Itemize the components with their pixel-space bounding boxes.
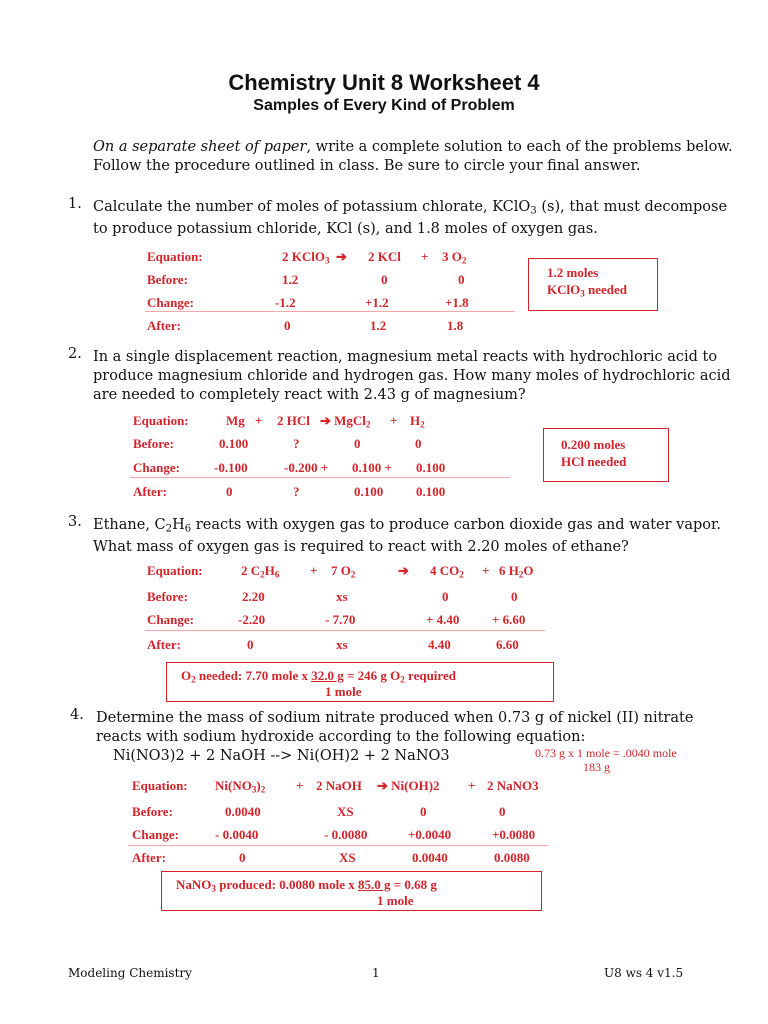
problem-4-equation: Ni(NO3)2 + 2 NaOH --> Ni(OH)2 + 2 NaNO3 xyxy=(113,748,450,764)
table-cell: 0 xyxy=(511,589,518,604)
table-label: After: xyxy=(133,484,167,499)
table-cell: 1.2 xyxy=(282,272,299,287)
table-cell: 0 xyxy=(226,484,233,499)
table-cell: - 0.0040 xyxy=(215,827,259,842)
page-number: 1 xyxy=(372,966,380,980)
problem-1-line-1: Calculate the number of moles of potassium chlorate, KClO$_3$ (s), that must decompose xyxy=(93,199,728,217)
table-cell: 0 xyxy=(381,272,388,287)
problem-3-line-2: What mass of oxygen gas is required to react with 2.20 moles of ethane? xyxy=(93,539,629,555)
page-subtitle: Samples of Every Kind of Problem xyxy=(253,97,515,114)
table-divider xyxy=(130,477,510,478)
equation-term: ➔ MgCl$_2$ xyxy=(320,413,371,430)
table-cell: -0.200 + xyxy=(284,460,329,475)
table-label: Equation: xyxy=(133,413,189,428)
equation-term: 3 $O_2$ xyxy=(442,249,467,266)
table-cell: 0.100 xyxy=(416,484,446,499)
equation-term: 2 KClO$_3$ xyxy=(282,249,330,266)
table-cell: - 7.70 xyxy=(325,612,356,627)
equation-plus: + xyxy=(482,563,490,578)
equation-plus: + xyxy=(296,778,304,793)
problem-4-answer-box xyxy=(161,871,542,911)
problem-4-side-note: 183 g xyxy=(583,760,610,774)
table-cell: 6.60 xyxy=(496,637,519,652)
equation-term: $Ni(NO_3)_2$ xyxy=(215,778,266,795)
table-cell: 2.20 xyxy=(242,589,265,604)
table-cell: +0.0040 xyxy=(408,827,452,842)
equation-term: 4 $CO_2$ xyxy=(430,563,464,580)
table-cell: -0.100 xyxy=(214,460,248,475)
table-cell: + 6.60 xyxy=(492,612,526,627)
problem-2-line-2: produce magnesium chloride and hydrogen gas. How many moles of hydrochloric acid xyxy=(93,368,731,384)
problem-2-number: 2. xyxy=(68,346,82,362)
table-label: Equation: xyxy=(132,778,188,793)
table-cell: 0 xyxy=(247,637,254,652)
equation-term: 2 KCl xyxy=(368,249,401,264)
table-cell: 0.100 xyxy=(354,484,384,499)
arrow-icon: ➔ xyxy=(398,563,409,578)
table-label: Before: xyxy=(133,436,174,451)
answer-text: KClO$_3$ needed xyxy=(547,282,628,299)
answer-text: $O_2$ needed: 7.70 mole x 32.0 g = 246 g $O_2$ required xyxy=(181,668,456,685)
equation-plus: + xyxy=(421,249,429,264)
equation-term: 2 NaOH xyxy=(316,778,362,793)
table-cell: + 4.40 xyxy=(426,612,460,627)
equation-term: $H_2$ xyxy=(410,413,425,430)
table-cell: 0.100 + xyxy=(352,460,392,475)
table-label: Change: xyxy=(133,460,180,475)
equation-term: 2 $C_2H_6$ xyxy=(241,563,280,580)
intro-line-2: Follow the procedure outlined in class. Be sure to circle your final answer. xyxy=(93,158,641,174)
table-label: Change: xyxy=(132,827,179,842)
problem-2-line-3: are needed to completely react with 2.43 g of magnesium? xyxy=(93,387,526,403)
table-cell: -2.20 xyxy=(238,612,266,627)
problem-4-line-2: reacts with sodium hydroxide according to the following equation: xyxy=(96,729,586,745)
table-cell: xs xyxy=(336,637,348,652)
table-cell: 0 xyxy=(239,850,246,865)
table-label: Before: xyxy=(132,804,173,819)
answer-text: 1 mole xyxy=(377,893,414,908)
table-cell: 0.0040 xyxy=(225,804,261,819)
table-cell: 0.0080 xyxy=(494,850,530,865)
intro-line-1: On a separate sheet of paper, write a complete solution to each of the problems below. xyxy=(93,139,733,155)
table-cell: +1.2 xyxy=(365,295,389,310)
equation-term: 6 $H_2O$ xyxy=(499,563,534,580)
problem-3-line-1: Ethane, $C_2H_6$ reacts with oxygen gas to produce carbon dioxide gas and water vapor. xyxy=(93,517,721,535)
footer-left: Modeling Chemistry xyxy=(68,966,192,980)
table-divider xyxy=(128,845,548,846)
equation-plus: + xyxy=(310,563,318,578)
table-label: Before: xyxy=(147,272,188,287)
table-label: After: xyxy=(147,637,181,652)
problem-2-answer-box xyxy=(543,428,669,482)
equation-plus: + xyxy=(390,413,398,428)
problem-3-answer-box xyxy=(166,662,554,702)
table-cell: 0.100 xyxy=(416,460,446,475)
table-label: Before: xyxy=(147,589,188,604)
table-cell: 0 xyxy=(284,318,291,333)
problem-2-line-1: In a single displacement reaction, magnesium metal reacts with hydrochloric acid to xyxy=(93,349,718,365)
equation-term: 2 NaNO3 xyxy=(487,778,539,793)
table-cell: 1.8 xyxy=(447,318,464,333)
table-cell: XS xyxy=(337,804,354,819)
table-cell: +1.8 xyxy=(445,295,469,310)
table-cell: 4.40 xyxy=(428,637,451,652)
equation-term: Mg xyxy=(226,413,245,428)
equation-plus: + xyxy=(255,413,263,428)
problem-1-answer-box xyxy=(528,258,658,311)
table-cell: 0 xyxy=(420,804,427,819)
answer-text: HCl needed xyxy=(561,454,627,469)
table-cell: -1.2 xyxy=(275,295,296,310)
table-cell: 0 xyxy=(458,272,465,287)
table-label: Equation: xyxy=(147,563,203,578)
answer-text: 1.2 moles xyxy=(547,265,599,280)
equation-term: 2 HCl xyxy=(277,413,310,428)
table-cell: 0.0040 xyxy=(412,850,448,865)
table-divider xyxy=(145,630,545,631)
equation-plus: + xyxy=(468,778,476,793)
table-label: Change: xyxy=(147,612,194,627)
table-cell: xs xyxy=(336,589,348,604)
table-cell: 0 xyxy=(499,804,506,819)
page-title: Chemistry Unit 8 Worksheet 4 xyxy=(228,70,540,95)
problem-4-line-1: Determine the mass of sodium nitrate produced when 0.73 g of nickel (II) nitrate xyxy=(96,710,694,726)
table-label: Equation: xyxy=(147,249,203,264)
table-cell: ? xyxy=(293,436,300,451)
problem-1-line-2: to produce potassium chloride, KCl (s), and 1.8 moles of oxygen gas. xyxy=(93,221,598,237)
table-cell: 0 xyxy=(442,589,449,604)
problem-4-number: 4. xyxy=(70,707,84,723)
table-cell: 1.2 xyxy=(370,318,387,333)
answer-text: NaNO$_3$ produced: 0.0080 mole x 85.0 g = 0.68 g xyxy=(176,877,437,894)
footer-right: U8 ws 4 v1.5 xyxy=(604,966,684,980)
problem-1-number: 1. xyxy=(68,196,82,212)
equation-term: ➔ Ni(OH)2 xyxy=(377,778,440,793)
table-label: Change: xyxy=(147,295,194,310)
arrow-icon: ➔ xyxy=(336,249,347,264)
table-divider xyxy=(145,311,515,312)
table-cell: 0 xyxy=(415,436,422,451)
answer-text: 0.200 moles xyxy=(561,437,626,452)
problem-3-number: 3. xyxy=(68,514,82,530)
problem-4-side-note: 0.73 g x 1 mole = .0040 mole xyxy=(535,746,677,760)
table-cell: +0.0080 xyxy=(492,827,536,842)
table-cell: XS xyxy=(339,850,356,865)
table-cell: 0 xyxy=(354,436,361,451)
table-cell: - 0.0080 xyxy=(324,827,368,842)
table-label: After: xyxy=(147,318,181,333)
equation-term: 7 $O_2$ xyxy=(331,563,356,580)
table-label: After: xyxy=(132,850,166,865)
table-cell: 0.100 xyxy=(219,436,249,451)
answer-text: 1 mole xyxy=(325,684,362,699)
table-cell: ? xyxy=(293,484,300,499)
